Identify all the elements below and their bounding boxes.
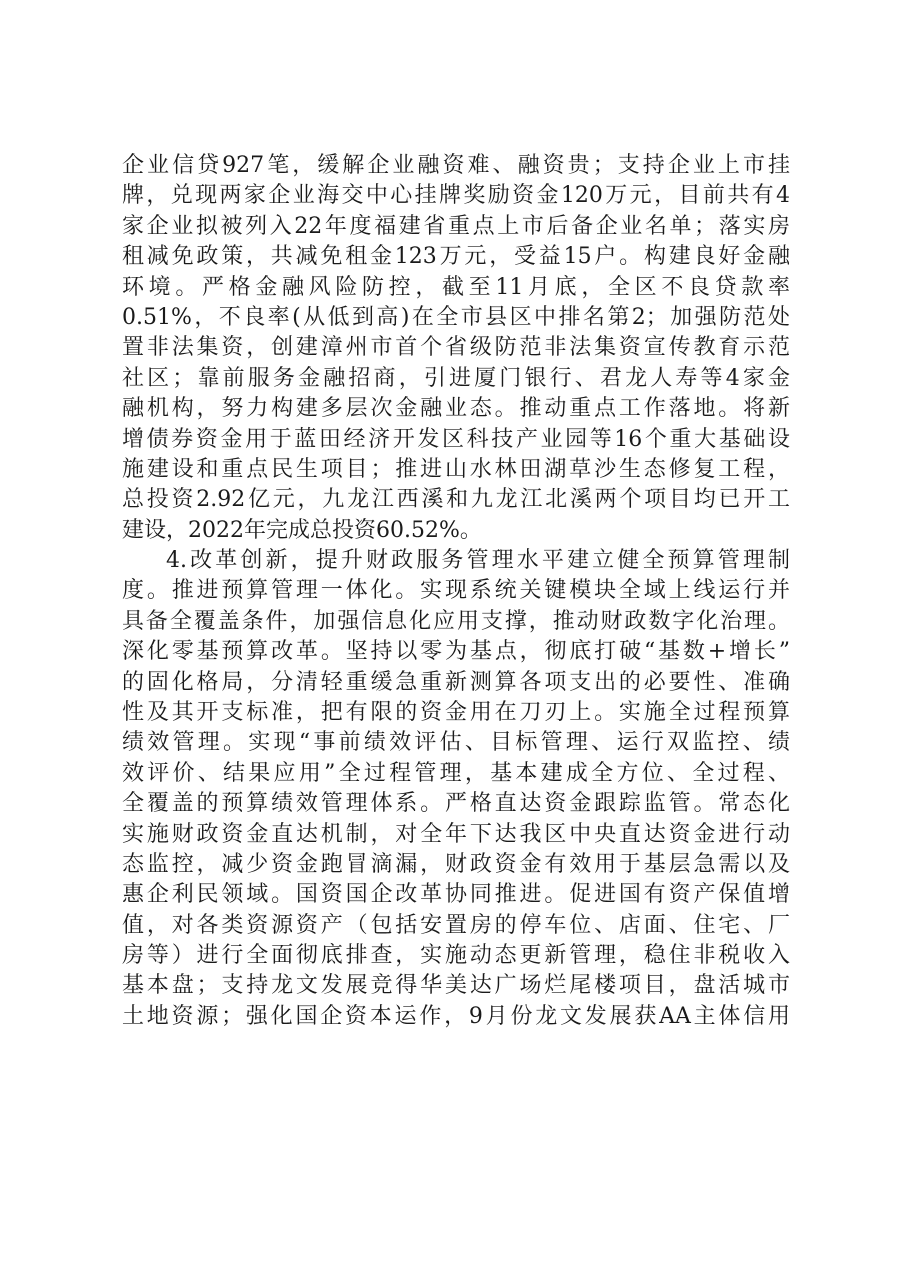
paragraph-line: 社区；靠前服务金融招商，引进厦门银行、君龙人寿等4家金 <box>122 365 790 391</box>
paragraph-line: 深化零基预算改革。坚持以零为基点，彻底打破“基数+增长” <box>122 639 790 665</box>
paragraph-line: 实施财政资金直达机制，对全年下达我区中央直达资金进行动 <box>122 821 790 847</box>
paragraph-line: 值，对各类资源资产（包括安置房的停车位、店面、住宅、厂 <box>122 912 790 938</box>
paragraph-line: 家企业拟被列入22年度福建省重点上市后备企业名单；落实房 <box>122 213 790 239</box>
paragraph-2 <box>122 546 790 1032</box>
paragraph-line: 牌，兑现两家企业海交中心挂牌奖励资金120万元，目前共有4 <box>122 183 790 209</box>
paragraph-line: 性及其开支标准，把有限的资金用在刀刃上。实施全过程预算 <box>122 699 790 725</box>
paragraph-line: 全覆盖的预算绩效管理体系。严格直达资金跟踪监管。常态化 <box>122 791 790 817</box>
paragraph-line: 度。推进预算管理一体化。实现系统关键模块全域上线运行并 <box>122 578 790 604</box>
paragraph-line: 的固化格局，分清轻重缓急重新测算各项支出的必要性、准确 <box>122 669 790 695</box>
paragraph-line: 基本盘；支持龙文发展竞得华美达广场烂尾楼项目，盘活城市 <box>122 973 790 999</box>
paragraph-line: 土地资源；强化国企资本运作，9月份龙文发展获AA主体信用 <box>122 1003 790 1029</box>
paragraph-line: 房等）进行全面彻底排查，实施动态更新管理，稳住非税收入 <box>122 943 790 969</box>
paragraph-line: 租减免政策，共减免租金123万元，受益15户。构建良好金融 <box>122 244 790 270</box>
paragraph-1 <box>122 151 790 546</box>
paragraph-line: 惠企利民领域。国资国企改革协同推进。促进国有资产保值增 <box>122 882 790 908</box>
paragraph-line: 效评价、结果应用”全过程管理，基本建成全方位、全过程、 <box>122 760 790 786</box>
paragraph-line: 具备全覆盖条件，加强信息化应用支撑，推动财政数字化治理。 <box>122 608 790 634</box>
paragraph-line: 态监控，减少资金跑冒滴漏，财政资金有效用于基层急需以及 <box>122 851 790 877</box>
paragraph-line: 总投资2.92亿元，九龙江西溪和九龙江北溪两个项目均已开工 <box>122 487 790 513</box>
paragraph-line: 置非法集资，创建漳州市首个省级防范非法集资宣传教育示范 <box>122 335 790 361</box>
paragraph-line: 增债券资金用于蓝田经济开发区科技产业园等16个重大基础设 <box>122 426 790 452</box>
paragraph-line: 环境。严格金融风险防控，截至11月底，全区不良贷款率 <box>122 274 790 300</box>
paragraph-line: 建设，2022年完成总投资60.52%。 <box>122 517 482 543</box>
paragraph-line: 施建设和重点民生项目；推进山水林田湖草沙生态修复工程， <box>122 456 790 482</box>
paragraph-line: 0.51%，不良率(从低到高)在全市县区中排名第2；加强防范处 <box>122 304 790 330</box>
paragraph-line: 融机构，努力构建多层次金融业态。推动重点工作落地。将新 <box>122 396 790 422</box>
paragraph-line: 4.改革创新，提升财政服务管理水平建立健全预算管理制 <box>166 548 790 573</box>
paragraph-line: 绩效管理。实现“事前绩效评估、目标管理、运行双监控、绩 <box>122 730 790 756</box>
paragraph-line: 企业信贷927笔，缓解企业融资难、融资贵；支持企业上市挂 <box>122 153 790 178</box>
